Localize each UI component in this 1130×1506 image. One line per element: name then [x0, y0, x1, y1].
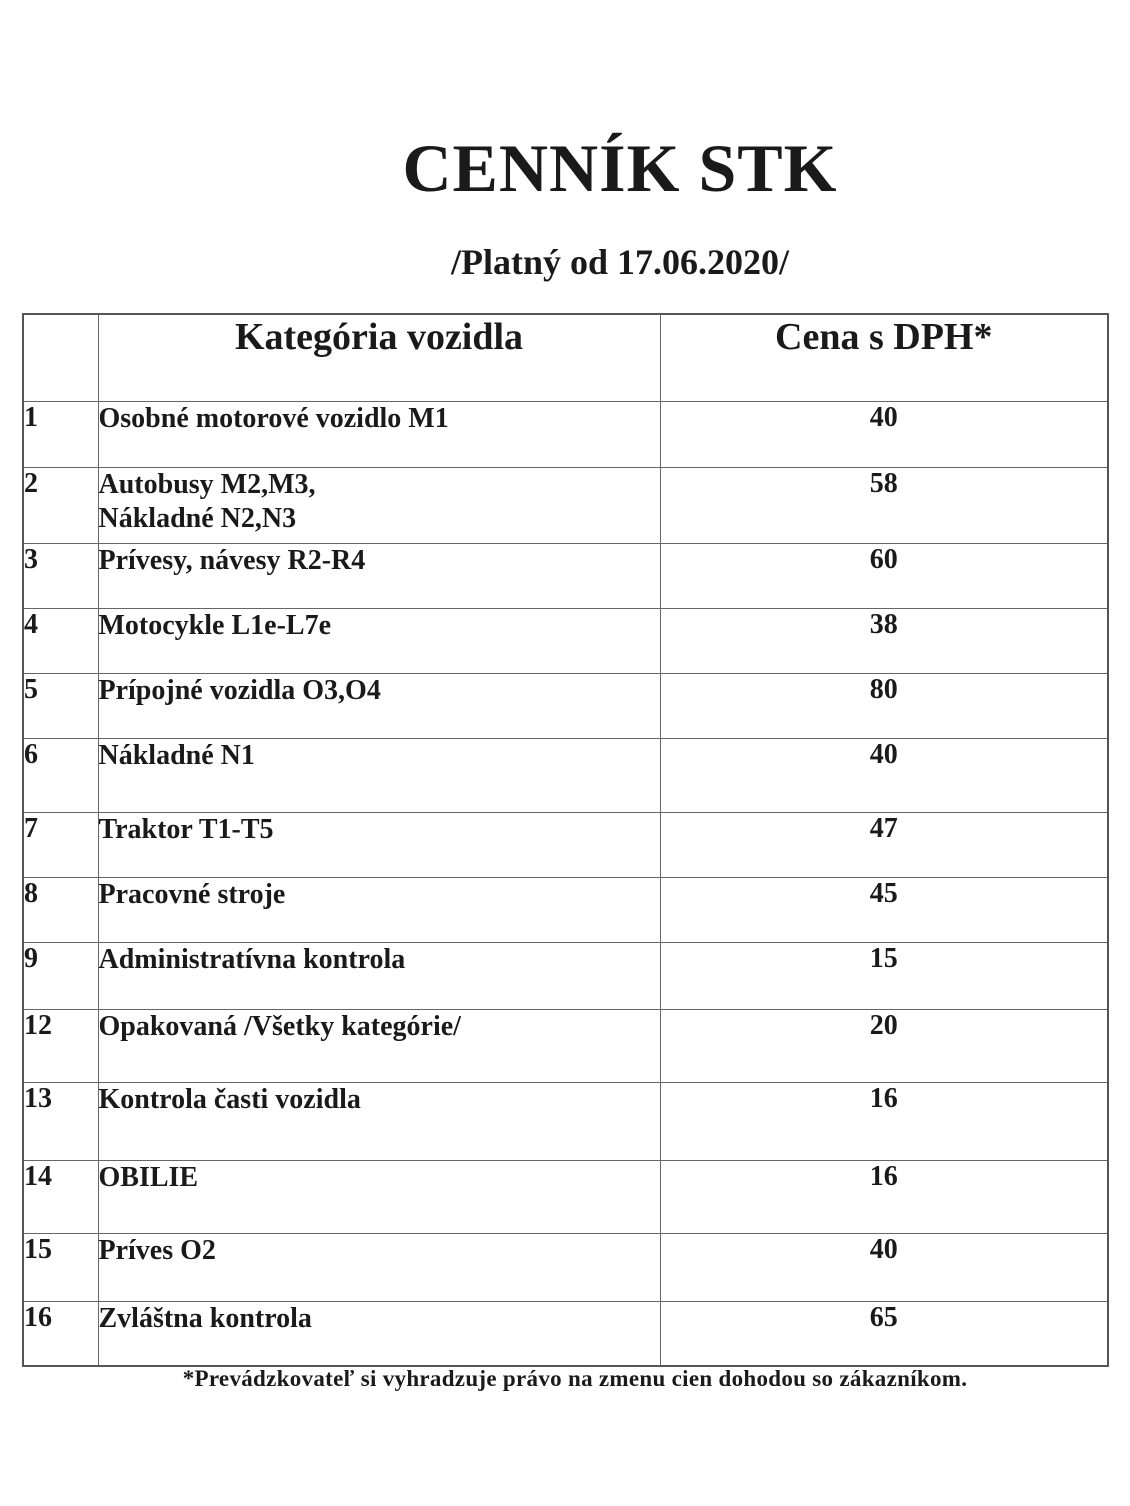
- row-number: 2: [23, 468, 98, 544]
- table-row: [23, 1083, 1108, 1161]
- row-category: Prípojné vozidla O3,O4: [98, 674, 660, 739]
- table-row: [23, 1010, 1108, 1083]
- row-number: 13: [23, 1083, 98, 1161]
- row-price: 40: [660, 739, 1108, 813]
- table-row: [23, 674, 1108, 739]
- header-category: Kategória vozidla: [98, 314, 660, 402]
- row-category: Osobné motorové vozidlo M1: [98, 402, 660, 468]
- table-row: [23, 739, 1108, 813]
- row-category: Pracovné stroje: [98, 878, 660, 943]
- table-row: [23, 544, 1108, 609]
- row-category: Opakovaná /Všetky kategórie/: [98, 1010, 660, 1083]
- header-price: Cena s DPH*: [660, 314, 1108, 402]
- row-number: 16: [23, 1302, 98, 1366]
- price-table: [22, 313, 1109, 1367]
- row-category: Kontrola časti vozidla: [98, 1083, 660, 1161]
- row-price: 40: [660, 402, 1108, 468]
- row-number: 6: [23, 739, 98, 813]
- table-row: [23, 1302, 1108, 1366]
- validity-date: /Platný od 17.06.2020/: [450, 242, 790, 282]
- table-row: [23, 468, 1108, 544]
- row-category: OBILIE: [98, 1161, 660, 1234]
- row-category: Nákladné N1: [98, 739, 660, 813]
- row-price: 80: [660, 674, 1108, 739]
- row-number: 14: [23, 1161, 98, 1234]
- row-category: Autobusy M2,M3, Nákladné N2,N3: [98, 468, 660, 544]
- row-category: Administratívna kontrola: [98, 943, 660, 1010]
- row-number: 12: [23, 1010, 98, 1083]
- table-row: [23, 1161, 1108, 1234]
- row-price: 60: [660, 544, 1108, 609]
- row-price: 58: [660, 468, 1108, 544]
- row-number: 7: [23, 813, 98, 878]
- row-category: Príves O2: [98, 1234, 660, 1302]
- row-number: 1: [23, 402, 98, 468]
- row-number: 8: [23, 878, 98, 943]
- row-price: 40: [660, 1234, 1108, 1302]
- table-row: [23, 813, 1108, 878]
- row-price: 15: [660, 943, 1108, 1010]
- table-row: [23, 402, 1108, 468]
- row-category: Traktor T1-T5: [98, 813, 660, 878]
- row-number: 15: [23, 1234, 98, 1302]
- table-row: [23, 878, 1108, 943]
- row-category: Motocykle L1e-L7e: [98, 609, 660, 674]
- row-price: 16: [660, 1083, 1108, 1161]
- row-price: 45: [660, 878, 1108, 943]
- price-change-footnote: *Prevádzkovateľ si vyhradzuje právo na zmenu cien dohodou so zákazníkom.: [182, 1366, 968, 1391]
- row-price: 38: [660, 609, 1108, 674]
- table-header-row: [23, 314, 1108, 402]
- page-title: CENNÍK STK: [402, 130, 838, 206]
- row-number: 9: [23, 943, 98, 1010]
- row-price: 65: [660, 1302, 1108, 1366]
- row-number: 5: [23, 674, 98, 739]
- row-number: 3: [23, 544, 98, 609]
- row-category: Prívesy, návesy R2-R4: [98, 544, 660, 609]
- row-category: Zvláštna kontrola: [98, 1302, 660, 1366]
- table-row: [23, 1234, 1108, 1302]
- row-price: 47: [660, 813, 1108, 878]
- header-number: [23, 314, 98, 402]
- table-row: [23, 609, 1108, 674]
- row-price: 16: [660, 1161, 1108, 1234]
- row-number: 4: [23, 609, 98, 674]
- table-row: [23, 943, 1108, 1010]
- row-price: 20: [660, 1010, 1108, 1083]
